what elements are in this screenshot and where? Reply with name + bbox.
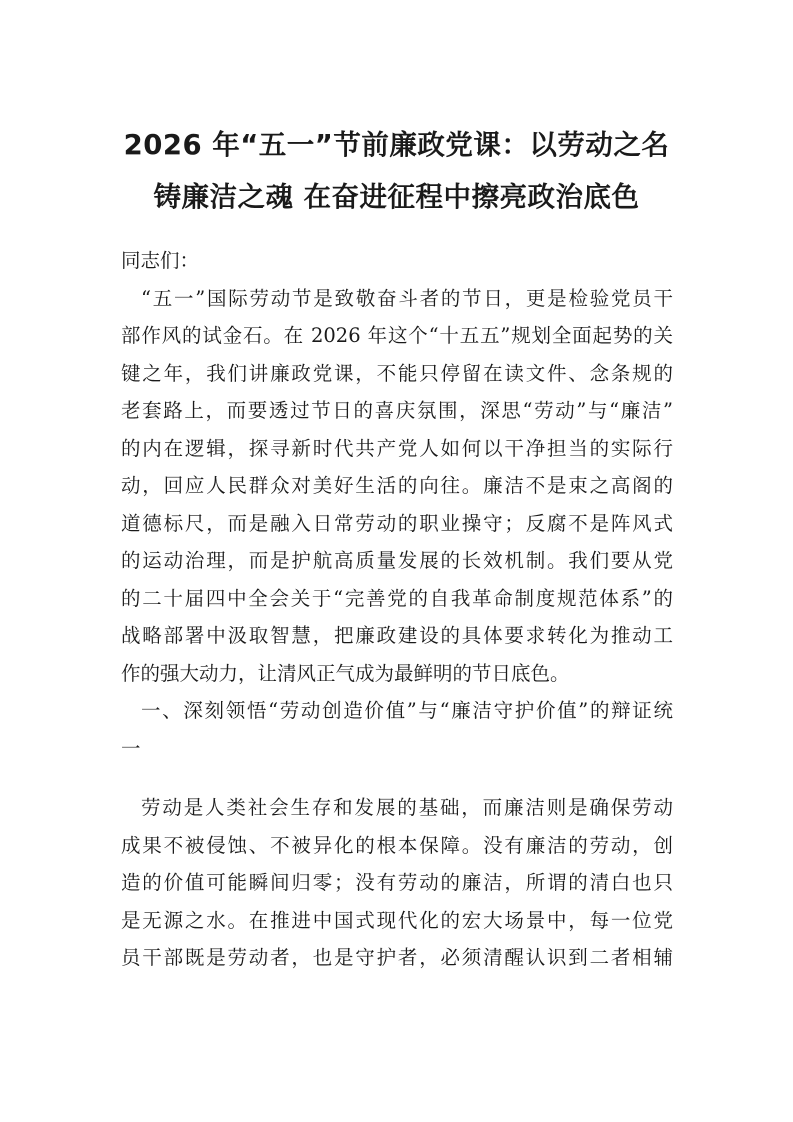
- paragraph-line: 劳动是人类社会生存和发展的基础，而廉洁则是确保劳动: [141, 796, 673, 819]
- paragraph-line: 动，回应人民群众对美好生活的向往。廉洁不是束之高阁的: [121, 474, 673, 497]
- paragraph-line: 部作风的试金石。在 2026 年这个“十五五”规划全面起势的关: [121, 324, 673, 347]
- paragraph-line: 键之年，我们讲廉政党课，不能只停留在读文件、念条规的: [121, 361, 673, 385]
- document-title-line-2: 铸廉洁之魂 在奋进征程中擦亮政治底色: [153, 181, 640, 213]
- paragraph-line: 战略部署中汲取智慧，把廉政建设的具体要求转化为推动工: [121, 624, 673, 647]
- paragraph-line: 作的强大动力，让清风正气成为最鲜明的节日底色。: [121, 661, 570, 685]
- paragraph-line: 成果不被侵蚀、不被异化的根本保障。没有廉洁的劳动，创: [121, 833, 673, 857]
- spacer: [121, 767, 673, 789]
- paragraph-line: “五一”国际劳动节是致敬奋斗者的节日，更是检验党员干: [141, 286, 673, 310]
- paragraph-line: 员干部既是劳动者，也是守护者，必须清醒认识到二者相辅: [121, 946, 673, 969]
- paragraph-line: 道德标尺，而是融入日常劳动的职业操守；反腐不是阵风式: [121, 511, 673, 535]
- document-title-line-1: 2026 年“五一”节前廉政党课：以劳动之名: [123, 129, 670, 161]
- section-heading-1: [121, 692, 673, 767]
- salutation: 同志们：: [121, 249, 200, 272]
- paragraph-section-1: [121, 789, 673, 977]
- paragraph-intro: [121, 280, 673, 693]
- paragraph-line: 的二十届四中全会关于“完善党的自我革命制度规范体系”的: [121, 586, 673, 610]
- heading-line: 一、深刻领悟“劳动创造价值”与“廉洁守护价值”的辩证统: [141, 699, 673, 722]
- paragraph-line: 老套路上，而要透过节日的喜庆氛围，深思“劳动”与“廉洁”: [121, 399, 673, 422]
- heading-line: 一: [121, 736, 141, 760]
- paragraph-line: 是无源之水。在推进中国式现代化的宏大场景中，每一位党: [121, 908, 673, 932]
- paragraph-line: 的运动治理，而是护航高质量发展的长效机制。我们要从党: [121, 549, 673, 572]
- paragraph-line: 的内在逻辑，探寻新时代共产党人如何以干净担当的实际行: [121, 436, 673, 460]
- document-body: [121, 242, 673, 977]
- paragraph-line: 造的价值可能瞬间归零；没有劳动的廉洁，所谓的清白也只: [121, 871, 673, 894]
